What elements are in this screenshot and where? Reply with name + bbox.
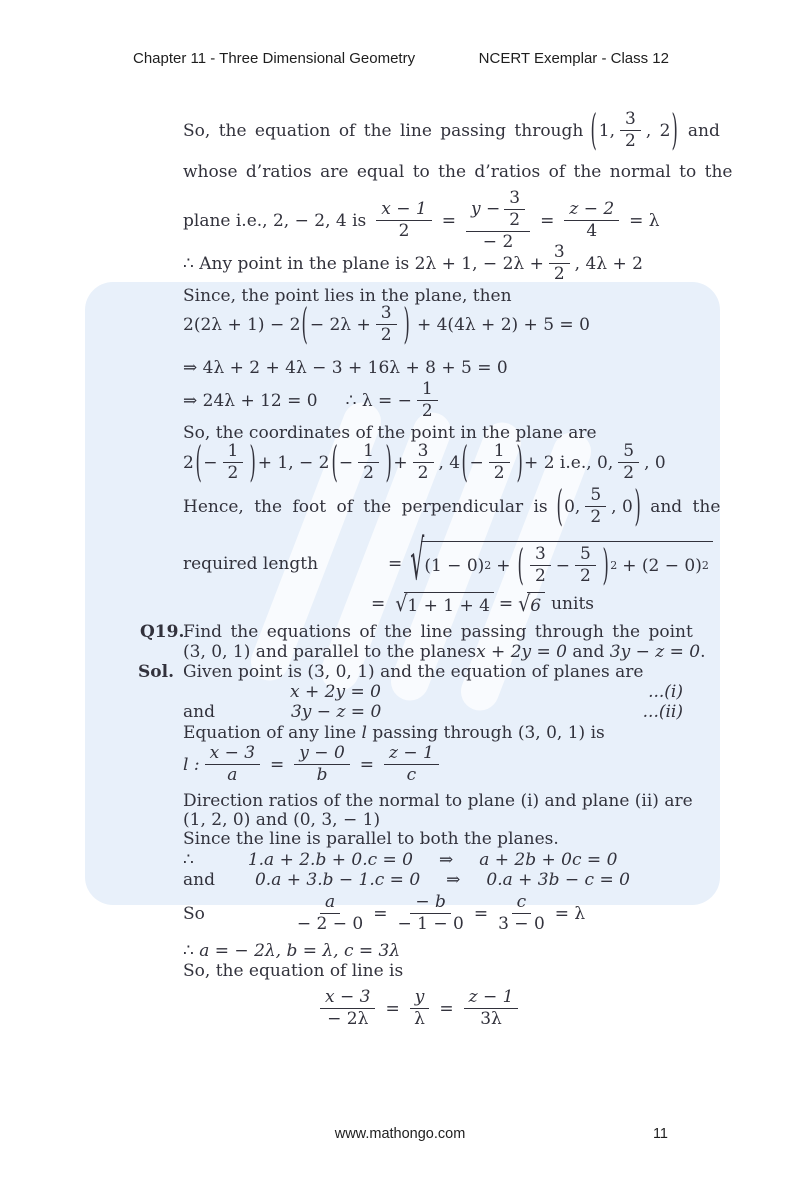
- right-paren: ): [516, 438, 523, 487]
- question-text: .: [700, 642, 706, 662]
- math-text: and: [687, 120, 720, 141]
- equals-sign: =: [359, 754, 375, 775]
- denominator: 2: [398, 221, 410, 242]
- left-paren: (: [517, 541, 524, 590]
- denominator: 3 − 0: [498, 914, 545, 935]
- math-line: [183, 961, 403, 981]
- question-text: Find the equations of the line passing through the point: [183, 622, 693, 642]
- numerator: 1: [358, 442, 379, 463]
- math-line: [183, 744, 444, 785]
- left-paren: (: [556, 482, 563, 531]
- math-text: , 4λ + 2: [574, 253, 643, 274]
- fraction: [205, 744, 260, 785]
- equation: 1.a + 2.b + 0.c = 0: [247, 850, 413, 870]
- numerator: x − 3: [320, 988, 375, 1009]
- math-text: ⇒ 24λ + 12 = 0: [183, 390, 318, 411]
- math-text: −: [469, 452, 484, 473]
- solution-label: Sol.: [138, 662, 174, 682]
- math-text: passing through (3, 0, 1) is: [366, 723, 605, 743]
- numerator: 3: [549, 243, 570, 264]
- equation: a + 2b + 0c = 0: [479, 850, 618, 870]
- implies-sign: ⇒: [446, 870, 461, 890]
- fraction: [530, 545, 551, 586]
- paren-group: [460, 438, 524, 487]
- math-line: [183, 829, 559, 849]
- math-text: ∴ λ = −: [345, 390, 412, 411]
- footer-page-number: 11: [652, 1126, 668, 1142]
- fraction: [358, 442, 379, 483]
- math-text: units: [551, 594, 594, 614]
- header-chapter-title: Chapter 11 - Three Dimensional Geometry: [133, 50, 416, 67]
- numerator: − b: [410, 893, 451, 914]
- denominator: 2: [623, 463, 635, 484]
- solution-line: [183, 662, 643, 682]
- math-line: [183, 380, 443, 421]
- denominator: 2: [363, 463, 374, 484]
- math-text: 2: [183, 452, 194, 473]
- denominator: λ: [414, 1009, 425, 1030]
- math-line: [183, 791, 693, 811]
- math-text: 3y − z = 0: [609, 642, 701, 662]
- denominator: 2: [580, 566, 591, 587]
- denominator: 2: [493, 463, 505, 484]
- paren-group: [194, 438, 258, 487]
- fraction: [384, 744, 439, 785]
- denominator: 2: [227, 463, 239, 484]
- fraction: [585, 486, 606, 527]
- denominator: 2: [421, 401, 433, 422]
- math-text: plane i.e., 2, − 2, 4 is: [183, 210, 367, 231]
- fraction: [410, 988, 430, 1029]
- numerator: 3: [413, 442, 434, 463]
- denominator: − 2: [482, 232, 514, 253]
- fraction: [618, 442, 639, 483]
- footer-website: www.mathongo.com: [334, 1126, 466, 1142]
- paren-group: [300, 300, 411, 349]
- math-text: required length: [183, 553, 319, 574]
- numerator: 5: [585, 486, 606, 507]
- implies-sign: ⇒: [439, 850, 454, 870]
- math-text: = λ: [554, 903, 586, 924]
- math-text: Direction ratios of the normal to plane (i) and plane (ii) are: [183, 791, 693, 811]
- numerator: 1: [417, 380, 438, 401]
- math-line: [183, 286, 512, 306]
- fraction: [417, 380, 438, 421]
- math-text: So, the coordinates of the point in the plane are: [183, 423, 597, 443]
- math-text: + (2 − 0): [622, 555, 702, 576]
- math-text: l :: [183, 754, 200, 775]
- numerator: 5: [618, 442, 639, 463]
- radicand: 6: [527, 592, 545, 616]
- equation: 0.a + 3b − c = 0: [486, 870, 630, 890]
- denominator: 2: [534, 566, 546, 587]
- therefore-sign: ∴: [183, 941, 200, 961]
- math-text: +: [496, 555, 511, 576]
- equals-sign: =: [373, 903, 388, 924]
- radical-icon: √: [410, 531, 425, 594]
- math-line: [183, 850, 617, 870]
- equals-sign: =: [270, 754, 285, 775]
- math-text: 0,: [564, 496, 581, 517]
- fraction: [549, 243, 570, 284]
- numerator: 3: [530, 545, 551, 566]
- fraction: [397, 893, 463, 934]
- numerator-group: [466, 189, 530, 232]
- radical-icon: √: [518, 590, 531, 617]
- radicand: 1 + 1 + 4: [404, 592, 494, 616]
- math-text: −: [338, 452, 354, 473]
- numerator: z − 2: [564, 200, 619, 221]
- math-line: [183, 438, 666, 487]
- right-paren: ): [634, 482, 641, 531]
- numerator: 3: [620, 110, 641, 131]
- math-text: So, the equation of the line passing through: [183, 120, 584, 141]
- denominator: 2: [590, 507, 602, 528]
- fraction: [376, 304, 397, 345]
- denominator: b: [316, 765, 328, 786]
- numerator: z − 1: [464, 988, 519, 1009]
- math-text: Since the line is parallel to both the planes.: [183, 829, 559, 849]
- therefore-sign: ∴: [183, 850, 194, 870]
- fraction: [413, 442, 434, 483]
- denominator: − 2 − 0: [296, 914, 364, 935]
- question-line: [183, 622, 693, 642]
- math-line: [183, 531, 713, 594]
- math-text: (1 − 0): [424, 555, 485, 576]
- numerator: a: [320, 893, 340, 914]
- sqrt-group: [410, 531, 713, 594]
- point-group: [555, 482, 643, 531]
- math-line: [183, 810, 380, 830]
- math-text: ⇒ 4λ + 2 + 4λ − 3 + 16λ + 8 + 5 = 0: [183, 358, 508, 378]
- math-text: Since, the point lies in the plane, then: [183, 286, 512, 306]
- sqrt-group: [518, 592, 545, 616]
- fraction: [297, 893, 363, 934]
- denominator: − 1 − 0: [397, 914, 464, 935]
- numerator: 1: [223, 442, 244, 463]
- denominator: 3λ: [480, 1009, 502, 1030]
- math-text: = λ: [629, 210, 660, 231]
- fraction: [320, 988, 375, 1029]
- numerator: 3: [504, 189, 525, 210]
- denominator: 2: [553, 264, 565, 285]
- numerator: c: [512, 893, 532, 914]
- point-group: [589, 106, 680, 155]
- math-text: So: [183, 903, 205, 924]
- fraction: [620, 110, 641, 151]
- math-line: [183, 300, 590, 349]
- fraction: [294, 744, 349, 785]
- equals-sign: =: [498, 594, 514, 614]
- math-text: + 2 i.e., 0,: [524, 452, 614, 473]
- denominator: − 2λ: [327, 1009, 369, 1030]
- fraction: [223, 442, 244, 483]
- fraction: [376, 200, 431, 241]
- math-text: − 2λ +: [309, 314, 371, 335]
- right-paren: ): [403, 300, 410, 349]
- equals-sign: =: [473, 903, 489, 924]
- header-book-title: NCERT Exemplar - Class 12: [478, 50, 669, 67]
- solution-text: Given point is (3, 0, 1) and the equation of planes are: [183, 662, 644, 682]
- question-line: [183, 642, 705, 662]
- denominator: 2: [417, 463, 429, 484]
- left-paren: (: [301, 300, 309, 349]
- radicand: (1 − 0) 2 + ( $\frac{3}{2}$ − $\frac{5}{2}$ ) 2 + (2 − 0) 2: [421, 541, 713, 586]
- sqrt-group: [395, 592, 494, 616]
- math-text: 2(2λ + 1) − 2: [183, 314, 301, 335]
- math-text: and the: [650, 496, 721, 517]
- denominator: 2: [380, 325, 392, 346]
- equation: 3y − z = 0: [290, 702, 382, 722]
- math-text: and: [183, 702, 215, 722]
- math-text: So, the equation of line is: [183, 961, 404, 981]
- math-text: whose d’ratios are equal to the d’ratios of the normal to the: [183, 162, 733, 182]
- math-text: l: [361, 723, 367, 743]
- equals-sign: =: [388, 553, 403, 574]
- equation-tag: ...(ii): [642, 702, 683, 722]
- equation: 0.a + 3.b − 1.c = 0: [254, 870, 421, 890]
- page-header: [133, 50, 669, 67]
- question-text: and: [567, 642, 610, 662]
- equation-tag: ...(i): [648, 682, 683, 702]
- math-text: −: [555, 555, 571, 576]
- question-number: Q19.: [140, 622, 185, 642]
- math-line: [183, 358, 508, 378]
- left-paren: (: [331, 438, 338, 487]
- fraction: [575, 545, 596, 586]
- numerator: 1: [489, 442, 510, 463]
- paren-group: [330, 438, 394, 487]
- equation-row: [183, 682, 683, 702]
- math-line: [183, 162, 732, 182]
- math-text: a = − 2λ, b = λ, c = 3λ: [199, 941, 401, 961]
- left-paren: (: [461, 438, 468, 487]
- equation-row: [183, 702, 683, 722]
- denominator: c: [406, 765, 417, 786]
- math-text: + 4(4λ + 2) + 5 = 0: [416, 314, 590, 335]
- equals-sign: =: [540, 210, 555, 231]
- equals-sign: =: [441, 210, 456, 231]
- denominator: 2: [625, 131, 636, 152]
- math-text: ∴ Any point in the plane is 2λ + 1, − 2λ +: [183, 253, 544, 274]
- left-paren: (: [195, 438, 202, 487]
- math-text: + 1, − 2: [257, 452, 330, 473]
- numerator: 3: [376, 304, 397, 325]
- numerator: x − 1: [376, 200, 431, 221]
- math-line: [183, 243, 643, 284]
- math-text: Equation of any line: [183, 723, 362, 743]
- radical-icon: √: [395, 590, 408, 617]
- denominator: 4: [586, 221, 598, 242]
- equals-sign: =: [371, 594, 386, 614]
- math-text: , 2: [645, 120, 671, 141]
- right-paren: ): [249, 438, 257, 487]
- math-text: +: [393, 452, 408, 473]
- right-paren: ): [602, 541, 609, 590]
- math-text: x + 2y = 0: [476, 642, 567, 662]
- numerator: 5: [575, 545, 596, 566]
- numerator: y − 0: [294, 744, 349, 765]
- math-line: [183, 941, 400, 961]
- math-text: , 4: [438, 452, 461, 473]
- math-text: and: [183, 870, 215, 890]
- math-text: y −: [470, 199, 501, 220]
- math-text: , 0: [644, 452, 666, 473]
- math-line: [183, 106, 720, 155]
- math-text: 1,: [598, 120, 615, 141]
- math-line: [183, 723, 605, 743]
- numerator: x − 3: [205, 744, 260, 765]
- fraction: [489, 442, 510, 483]
- math-text: (1, 2, 0) and (0, 3, − 1): [183, 810, 381, 830]
- math-line: [183, 893, 590, 934]
- numerator: z − 1: [384, 744, 439, 765]
- fraction: [498, 893, 545, 934]
- denominator: a: [227, 765, 238, 786]
- right-paren: ): [385, 438, 392, 487]
- math-text: , 0: [611, 496, 633, 517]
- fraction: [464, 988, 519, 1029]
- math-line: [183, 592, 594, 616]
- equation: x + 2y = 0: [290, 682, 381, 702]
- nested-fraction: [504, 189, 525, 230]
- math-text: Hence, the foot of the perpendicular is: [183, 496, 548, 517]
- math-line: [183, 870, 630, 890]
- math-text: −: [203, 452, 218, 473]
- math-line: [183, 482, 721, 531]
- numerator: y: [410, 988, 430, 1009]
- denominator: 2: [509, 210, 521, 231]
- equals-sign: =: [385, 998, 400, 1019]
- left-paren: (: [590, 106, 598, 155]
- equals-sign: =: [439, 998, 454, 1019]
- fraction: [564, 200, 619, 241]
- math-line: [315, 988, 523, 1029]
- right-paren: ): [672, 106, 679, 155]
- question-text: (3, 0, 1) and parallel to the planes: [183, 642, 477, 662]
